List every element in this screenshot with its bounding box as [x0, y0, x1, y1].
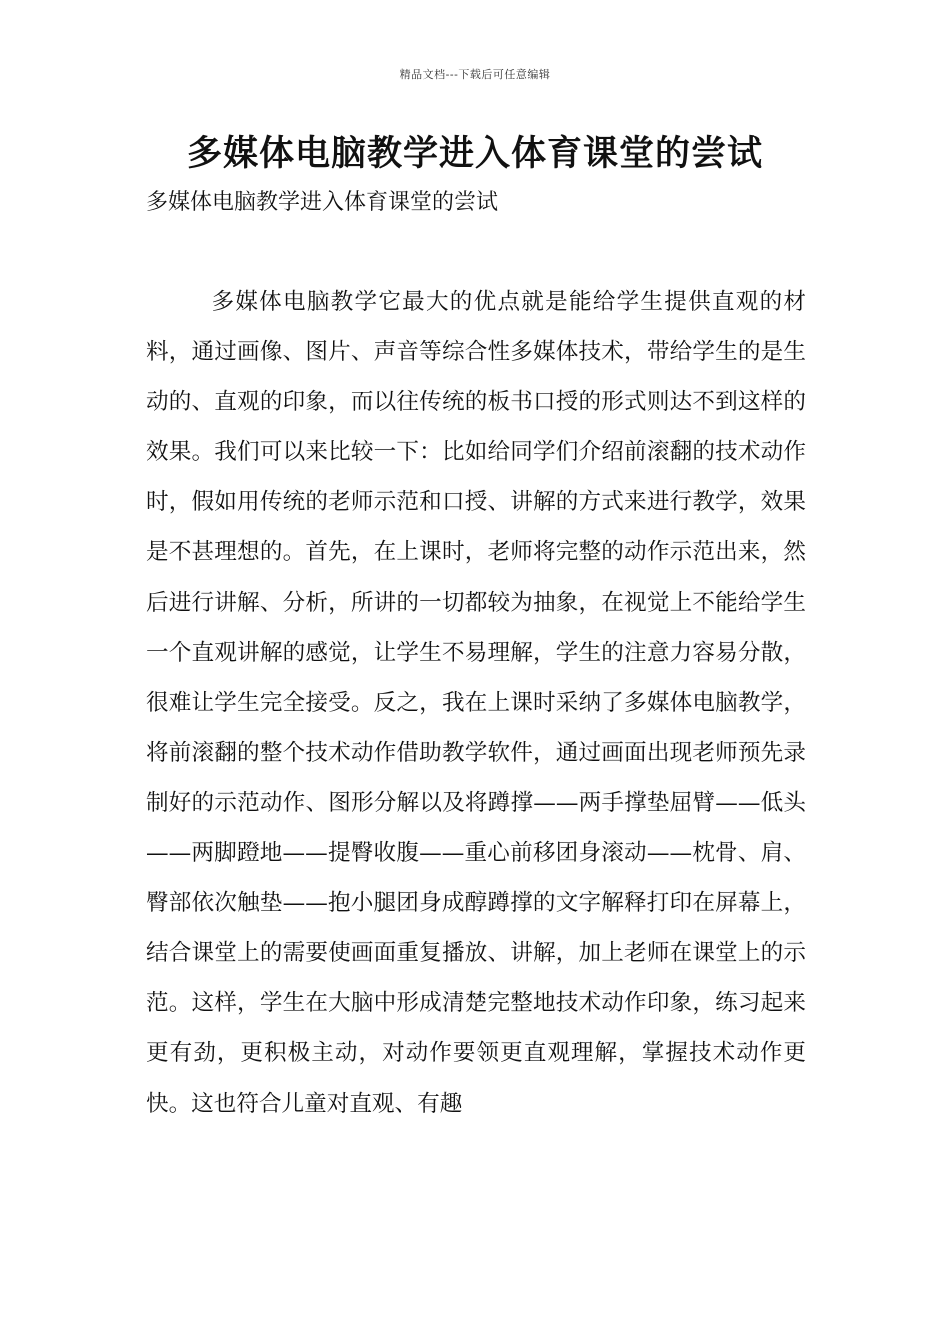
page-header-note: 精品文档---下载后可任意编辑 [399, 68, 551, 81]
document-subtitle: 多媒体电脑教学进入体育课堂的尝试 [146, 190, 499, 215]
document-title: 多媒体电脑教学进入体育课堂的尝试 [186, 133, 763, 174]
body-paragraph: 多媒体电脑教学它最大的优点就是能给学生提供直观的材料，通过画像、图片、声音等综合性多媒体技术，带给学生的是生动的、直观的印象，而以往传统的板书口授的形式则达不到这样的效果。我们可以来比较一下：比如给同学们介绍前滚翻的技术动作时，假如用传统的老师示范和口授、讲解的方式来进行教学，效果是不甚理想的。首先，在上课时，老师将完整的动作示范出来，然后进行讲解、分析，所讲的一切都较为抽象，在视觉上不能给学生一个直观讲解的感觉，让学生不易理解，学生的注意力容易分散，很难让学生完全接受。反之，我在上课时采纳了多媒体电脑教学，将前滚翻的整个技术动作借助教学软件，通过画面出现老师预先录制好的示范动作、图形分解以及将蹲撑——两手撑垫屈臂——低头——两脚蹬地——提臀收腹——重心前移团身滚动——枕骨、肩、臀部依次触垫——抱小腿团身成醇蹲撑的文字解释打印在屏幕上，结合课堂上的需要使画面重复播放、讲解，加上老师在课堂上的示范。这样，学生在大脑中形成清楚完整地技术动作印象，练习起来更有劲，更积极主动，对动作要领更直观理解，掌握技术动作更快。这也符合儿童对直观、有趣 [146, 289, 806, 1117]
